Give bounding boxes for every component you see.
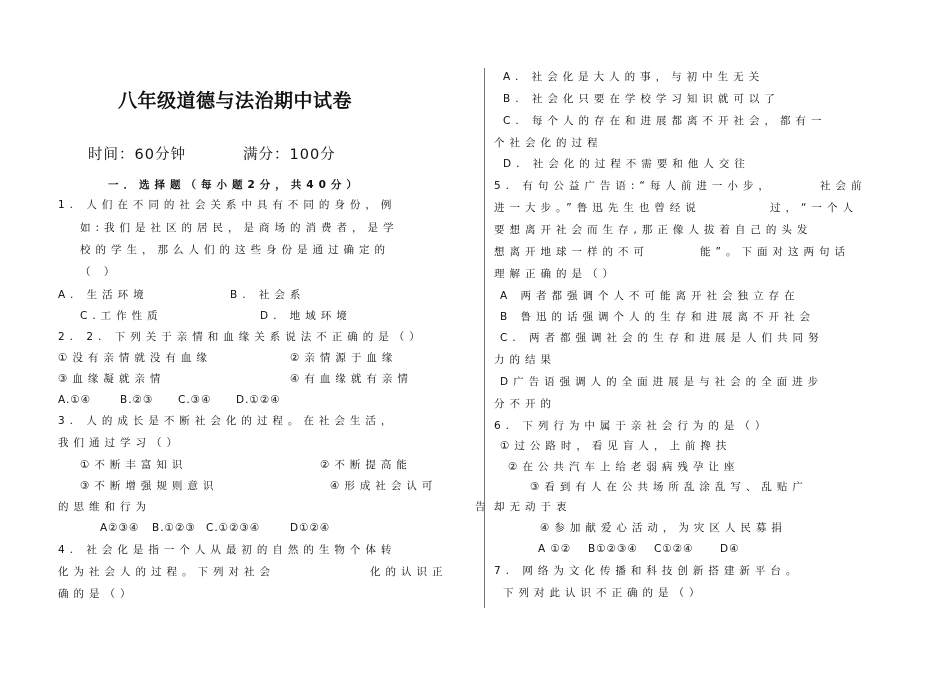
q1-option-b: B. 社会系 <box>230 289 306 301</box>
q4-option-d: D. 社会化的过程不需要和他人交往 <box>503 158 750 170</box>
q1-line: （ ） <box>80 266 120 278</box>
q4-option-c: C. 每个人的存在和进展都离不开社会，都有一 <box>503 115 827 127</box>
q4-option-b: B. 社会化只要在学校学习知识就可以了 <box>503 93 780 105</box>
exam-title: 八年级道德与法治期中试卷 <box>118 90 353 112</box>
q3-option-d: D①②④ <box>290 522 331 534</box>
q3-item: ①不断丰富知识 <box>80 459 188 471</box>
q3-item: 的思维和行为 <box>58 501 151 513</box>
q5-line: 进一大步。”鲁迅先生也曾经说 <box>494 202 701 214</box>
q3-option-a: A②③④ <box>100 522 140 534</box>
q6-item: ③看到有人在公共场所乱涂乱写、乱贴广 <box>530 481 808 493</box>
q1-option-a: A. 生活环境 <box>58 289 149 301</box>
q1-option-d: D. 地域环境 <box>260 310 352 322</box>
column-divider <box>484 68 485 608</box>
q5-line: 理解正确的是（） <box>494 268 618 280</box>
q6-item: 却无动于衷 <box>494 501 572 513</box>
q3-item: ④形成社会认可 <box>330 480 438 492</box>
q6-option-c: C①②④ <box>654 543 694 555</box>
q6-item: ①过公路时，看见盲人，上前搀扶 <box>500 440 732 452</box>
q4-line: 4. 社会化是指一个人从最初的自然的生物个体转 <box>58 544 397 556</box>
q3-item: ③不断增强规则意识 <box>80 480 219 492</box>
q2-item: ④有血缘就有亲情 <box>290 373 413 385</box>
q1-line: 校的学生，那么人们的这些身份是通过确定的 <box>80 244 390 256</box>
q1-line: 1. 人们在不同的社会关系中具有不同的身份，例 <box>58 199 397 211</box>
q3-option-b: B.①②③ <box>152 522 196 534</box>
q2-item: ①没有亲情就没有血缘 <box>58 352 212 364</box>
q6-option-b: B①②③④ <box>588 543 638 555</box>
q2-item: ②亲情源于血缘 <box>290 352 398 364</box>
q2-option-d: D.①②④ <box>236 394 281 406</box>
q7-line: 7. 网络为文化传播和科技创新搭建新平台。 <box>494 565 802 577</box>
q1-option-c: C.工作性质 <box>80 310 163 322</box>
q5-line: 能”。下面对这两句话 <box>700 246 850 258</box>
q4-line: 确的是（） <box>58 588 136 600</box>
q4-option-c: 个社会化的过程 <box>494 137 603 149</box>
q5-line: 过，“一个人 <box>770 202 858 214</box>
q2-option-a: A.①④ <box>58 394 92 406</box>
q4-line: 化为社会人的过程。下列对社会 <box>58 566 275 578</box>
q5-option-c: 力的结果 <box>494 354 556 366</box>
exam-time: 时间：60分钟 <box>88 147 186 163</box>
q3-line: 我们通过学习（） <box>58 437 182 449</box>
q2-option-b: B.②③ <box>120 394 154 406</box>
q6-option-a: A ①② <box>538 543 572 555</box>
overflow-char: 告 <box>475 501 491 513</box>
q3-option-c: C.①②③④ <box>206 522 261 534</box>
q5-option-d: 分不开的 <box>494 398 556 410</box>
q5-line: 要想离开社会而生存,那正像人拔着自己的头发 <box>494 224 813 236</box>
q5-line: 想离开地球一样的不可 <box>494 246 649 258</box>
q6-item: ②在公共汽车上给老弱病残孕让座 <box>508 461 740 473</box>
q3-item: ②不断提高能 <box>320 459 412 471</box>
q5-line: 5. 有句公益广告语:“每人前进一小步， <box>494 180 774 192</box>
q5-option-a: A 两者都强调个人不可能离开社会独立存在 <box>500 290 800 302</box>
q6-option-d: D④ <box>720 543 740 555</box>
q5-option-b: B 鲁迅的话强调个人的生存和进展离不开社会 <box>500 311 816 323</box>
q2-option-c: C.③④ <box>178 394 212 406</box>
q2-line: 2. 2. 下列关于亲情和血缘关系说法不正确的是（） <box>58 331 425 343</box>
q5-option-c: C. 两者都强调社会的生存和进展是人们共同努 <box>500 332 824 344</box>
q5-option-d: D广告语强调人的全面进展是与社会的全面进步 <box>500 376 824 388</box>
q7-line: 下列对此认识不正确的是（） <box>503 587 705 599</box>
exam-score: 满分：100分 <box>243 147 336 163</box>
q4-line: 化的认识正 <box>370 566 448 578</box>
q6-item: ④参加献爱心活动，为灾区人民募捐 <box>540 522 787 534</box>
q2-item: ③血缘凝就亲情 <box>58 373 166 385</box>
q4-option-a: A. 社会化是大人的事，与初中生无关 <box>503 71 765 83</box>
q1-line: 如:我们是社区的居民，是商场的消费者，是学 <box>80 222 399 234</box>
q6-line: 6. 下列行为中属于亲社会行为的是（） <box>494 420 771 432</box>
q3-line: 3. 人的成长是不断社会化的过程。在社会生活， <box>58 415 397 427</box>
q5-line: 社会前 <box>820 180 867 192</box>
section-heading: 一．选择题（每小题2分，共40分） <box>108 179 362 191</box>
